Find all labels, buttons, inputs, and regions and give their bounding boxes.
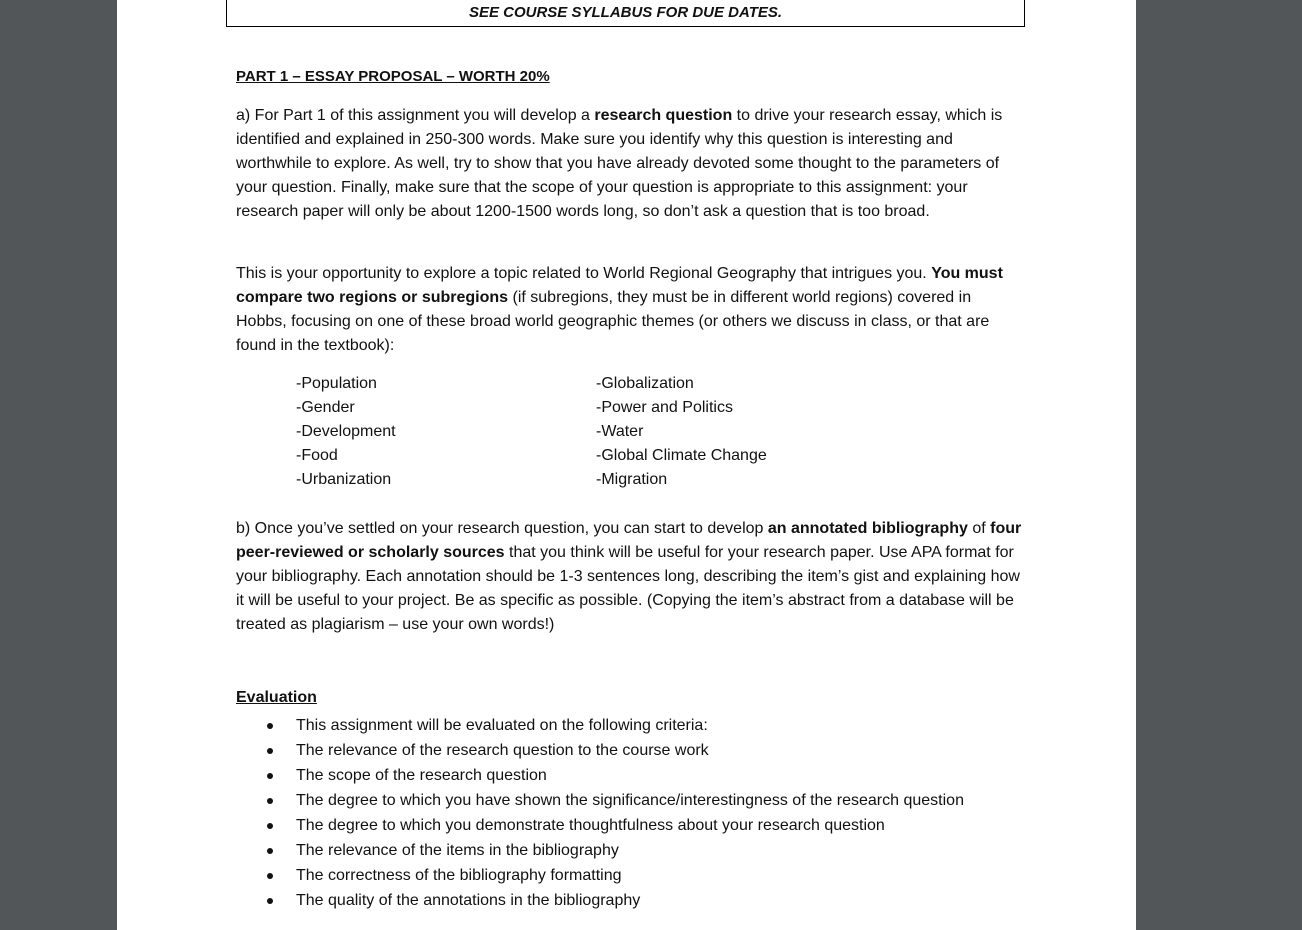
paragraph-b-text-2: of [967, 520, 991, 537]
paragraph-opportunity-text-1: This is your opportunity to explore a topic related to World Regional Geography that intrigues you. [236, 265, 932, 282]
themes-right-column [596, 372, 767, 492]
evaluation-title: Evaluation [236, 689, 317, 706]
criteria-item [236, 763, 964, 788]
criteria-item [236, 788, 964, 813]
criteria-item [236, 813, 964, 838]
bullet-icon [267, 898, 273, 904]
bullet-icon [267, 773, 273, 779]
theme-item: -Migration [596, 471, 668, 488]
bullet-icon [267, 723, 273, 729]
paragraph-b-bold-2: four peer-reviewed or scholarly sources [236, 520, 1022, 561]
paragraph-b-text-3: that you think will be useful for your research paper. Use APA format for your bibliography. Each annotation should be 1-3 sentences long, describing the item’s gist and explaining how it will be useful to your project. Be as specific as possible. (Copying the item’s abstract from a database will be treated as plagiarism – use your own words!) [236, 544, 1020, 633]
paragraph-opportunity [236, 262, 1026, 358]
due-dates-box: SEE COURSE SYLLABUS FOR DUE DATES. [226, 0, 1025, 27]
criteria-text: The relevance of the items in the bibliography [296, 842, 619, 859]
paragraph-b-bold-1: an annotated bibliography [767, 520, 968, 537]
criteria-text: The degree to which you have shown the significance/interestingness of the research question [296, 792, 964, 809]
bullet-icon [267, 873, 273, 879]
paragraph-opportunity-text-2: (if subregions, they must be in different world regions) covered in Hobbs, focusing on one of these broad world geographic themes (or others we discuss in class, or that are found in the textbook): [236, 289, 990, 354]
bullet-icon [267, 848, 273, 854]
paragraph-a [236, 104, 1026, 224]
themes-list [296, 372, 856, 492]
evaluation-criteria-list [236, 713, 964, 913]
paragraph-a-bold-1: research question [594, 107, 733, 124]
theme-item: -Global Climate Change [596, 447, 767, 464]
paragraph-a-text-2: to drive your research essay, which is identified and explained in 250-300 words. Make sure you identify why this question is interesting and worthwhile to explore. As well, try to show that you have already devoted some thought to the parameters of your question. Finally, make sure that the scope of your question is appropriate to this assignment: your research paper will only be about 1200-1500 words long, so don’t ask a question that is too broad. [236, 107, 1003, 220]
paragraph-b-text-1: b) Once you’ve settled on your research question, you can start to develop [236, 520, 768, 537]
paragraph-opportunity-bold-1: You must compare two regions or subregions [236, 265, 1003, 306]
bullet-icon [267, 823, 273, 829]
criteria-text: The degree to which you demonstrate thoughtfulness about your research question [296, 817, 885, 834]
theme-item: -Water [596, 423, 644, 440]
criteria-item [236, 863, 964, 888]
criteria-item [236, 888, 964, 913]
theme-item: -Urbanization [296, 471, 392, 488]
criteria-item [236, 838, 964, 863]
criteria-text: The correctness of the bibliography formatting [296, 867, 622, 884]
themes-left-column [296, 372, 596, 492]
criteria-text: The quality of the annotations in the bibliography [296, 892, 641, 909]
bullet-icon [267, 748, 273, 754]
criteria-text: This assignment will be evaluated on the following criteria: [296, 717, 708, 734]
theme-item: -Population [296, 375, 377, 392]
paragraph-b [236, 517, 1026, 637]
theme-item: -Power and Politics [596, 399, 733, 416]
paragraph-a-text-1: a) For Part 1 of this assignment you will develop a [236, 107, 595, 124]
document-page [117, 0, 1136, 930]
part1-title: PART 1 – ESSAY PROPOSAL – WORTH 20% [236, 68, 550, 85]
theme-item: -Food [296, 447, 338, 464]
criteria-text: The relevance of the research question to the course work [296, 742, 709, 759]
criteria-item [236, 713, 964, 738]
bullet-icon [267, 798, 273, 804]
criteria-item [236, 738, 964, 763]
criteria-text: The scope of the research question [296, 767, 547, 784]
theme-item: -Globalization [596, 375, 694, 392]
theme-item: -Development [296, 423, 396, 440]
theme-item: -Gender [296, 399, 355, 416]
